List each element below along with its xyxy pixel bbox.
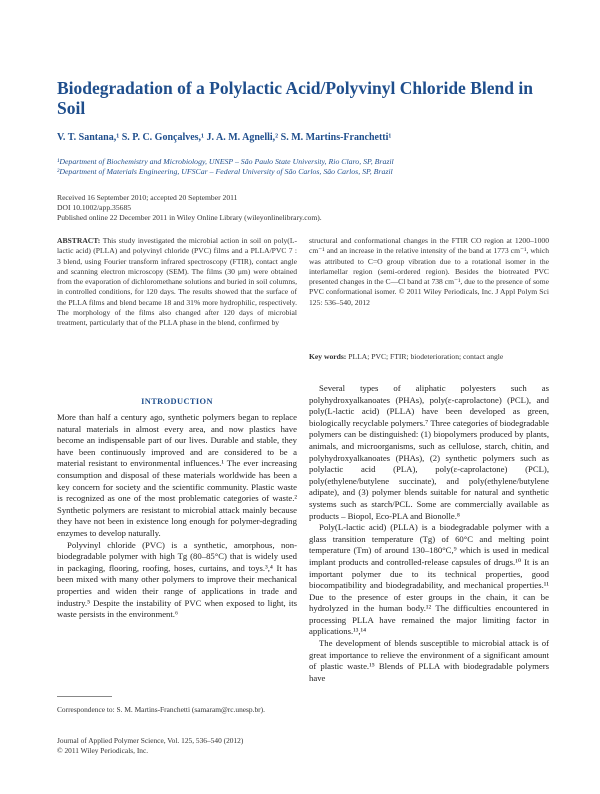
article-title: Biodegradation of a Polylactic Acid/Polyvinyl Chloride Blend in Soil xyxy=(57,78,533,118)
intro-left-column xyxy=(57,412,297,621)
intro-paragraph: Polyvinyl chloride (PVC) is a synthetic, amorphous, non-biodegradable polymer with high Tg (80–85°C) that is widely used in packaging, flooring, roofing, hoses, curtains, and toys.³,⁴ It has been mixed with many other polymers to improve their mechanical properties and widen their range of applications in trade and industry.⁵ Despite the instability of PVC when exposed to light, its waste persists in the environment.⁶ xyxy=(57,539,297,620)
abstract-label: ABSTRACT: xyxy=(57,236,101,245)
intro-paragraph: The development of blends susceptible to microbial attack is of great importance to relieve the environment of a significant amount of plastic waste.¹⁵ Blends of PLLA with biodegradable polymers have xyxy=(309,638,549,683)
intro-paragraph: Several types of aliphatic polyesters such as polyhydroxyalkanoates (PHAs), poly(ε-caprolactone) (PCL), and poly(L-lactic acid) (PLLA) have been developed as green, biologically recyclable polymers.⁷ Three categories of biodegradable polymers can be distinguished: (1) biopolymers produced by plants, animals, and microorganisms, such as cellulose, starch, chitin, and polyhydroxyalkanoates (PHAs), (2) synthetic polymers such as polylactic acid (PLA), poly(ε-caprolactone) (PCL), poly(ethylene/butylene succinate), and poly(ethylene/butylene adipate), and (3) polymer blends suitable for natural and synthetic systems such as starch/PCL. Some are commercially available as products – Biopol, Eco-PLA and Bionolle.⁸ xyxy=(309,383,549,521)
abstract-left-column xyxy=(57,236,297,329)
intro-paragraph: Poly(L-lactic acid) (PLLA) is a biodegradable polymer with a glass transition temperature (Tg) of 60°C and melting point temperature (Tm) of around 130–180°C,⁹ which is used in medical implant products and controlled-release capsules of drugs.¹⁰ It is an important polymer due to its technical properties, good biocompatibility and biodegradability, and mechanical properties.¹¹ Due to the presence of ester groups in the chain, it can be hydrolyzed in the human body.¹² The difficulties encountered in processing PLLA have remained the major limiting factor in applications.¹³,¹⁴ xyxy=(309,522,549,637)
abstract-text-left: This study investigated the microbial action in soil on poly(L-lactic acid) (PLLA) and polyvinyl chloride (PVC) films and a PLLA/PVC 7 : 3 blend, using Fourier transform infrared spectroscopy (FTIR), contact angle and scanning electron microscopy (SEM). The films (30 μm) were obtained from the evaporation of dichloromethane solutions and buried in soil columns, in controlled conditions, for 120 days. The results showed that the surface of the PLLA films and blend became 18 and 31% more hydrophilic, respectively. The morphology of the films also changed after 120 days of microbial treatment, particularly that of the PLLA phase in the blend, confirmed by xyxy=(57,236,297,328)
author-list: V. T. Santana,¹ S. P. C. Gonçalves,¹ J. A. M. Agnelli,² S. M. Martins-Franchetti¹ xyxy=(57,132,392,143)
received-dates: Received 16 September 2010; accepted 20 September 2011 xyxy=(57,193,238,202)
abstract-right-column xyxy=(309,236,549,308)
intro-paragraph: More than half a century ago, synthetic polymers began to replace natural materials in almost every area, and now plastics have become an indispensable part of our lives. Durable and stable, they have been continuously improved and are considered to be a material resistant to environmental influences.¹ The ever increasing consumption and disposal of these materials worldwide has been a key concern for society and the scientific community. Plastic waste is recognized as one of the most problematic categories of waste.² Synthetic polymers are resistant to microbial attack mainly because they have not been in existence long enough for polymer-degrading enzymes to develop naturally. xyxy=(57,412,297,538)
copyright: © 2011 Wiley Periodicals, Inc. xyxy=(57,745,149,755)
keywords-label: Key words: xyxy=(309,352,347,361)
keywords xyxy=(309,352,549,362)
affiliation-1: ¹Department of Biochemistry and Microbiology, UNESP – São Paulo State University, Rio Claro, SP, Brazil xyxy=(57,157,394,166)
intro-right-column xyxy=(309,383,549,684)
affiliation-2: ²Department of Materials Engineering, UFSCar – Federal University of São Carlos, São Carlos, SP, Brazil xyxy=(57,167,393,176)
section-heading: INTRODUCTION xyxy=(141,397,213,406)
doi[interactable]: DOI 10.1002/app.35685 xyxy=(57,203,132,212)
journal-citation: Journal of Applied Polymer Science, Vol. 125, 536–540 (2012) xyxy=(57,736,244,745)
published-online: Published online 22 December 2011 in Wiley Online Library (wileyonlinelibrary.com). xyxy=(57,213,322,222)
footnote-divider xyxy=(57,696,112,697)
correspondence-footnote: Correspondence to: S. M. Martins-Franchetti (samaram@rc.unesp.br). xyxy=(57,705,265,714)
journal-info xyxy=(57,736,297,755)
keywords-text: PLLA; PVC; FTIR; biodeterioration; contact angle xyxy=(348,352,504,361)
abstract-text-right: structural and conformational changes in the FTIR CO region at 1200–1000 cm⁻¹ and an increase in the relative intensity of the band at 1773 cm⁻¹, which was attributed to C=O group vibration due to a rotational isomer in the interlamellar region (semi-ordered region). Besides the biotreated PVC presented changes in the C—Cl band at 738 cm⁻¹, due to the presence of some PVC conformational isomer. © 2011 Wiley Periodicals, Inc. J Appl Polym Sci 125: 536–540, 2012 xyxy=(309,236,549,307)
